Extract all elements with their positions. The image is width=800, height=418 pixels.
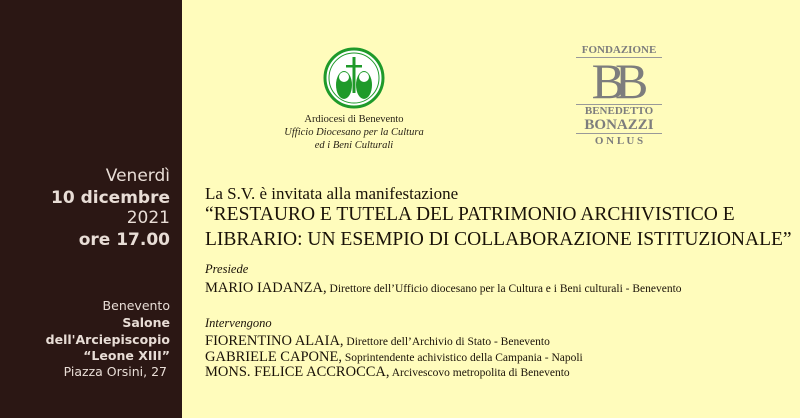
- venue-line3: “Leone XIII”: [83, 348, 170, 363]
- speaker-name: FIORENTINO ALAIA,: [205, 333, 344, 349]
- logo-bonazzi-text: BONAZZI: [584, 117, 654, 133]
- event-title-line2: LIBRARIO: UN ESEMPIO DI COLLABORAZIONE ISTITUZIONALE”: [205, 229, 792, 250]
- chair-label: Presiede: [205, 262, 249, 276]
- fondazione-bonazzi-logo: [576, 44, 662, 146]
- logo-benedetto-text: BENEDETTO: [576, 104, 662, 118]
- event-time: ore 17.00: [78, 230, 170, 250]
- diocese-seal-logo: [323, 47, 385, 109]
- venue-line2: dell'Arciepiscopio: [45, 332, 170, 347]
- speaker-role: Soprintendente achivistico della Campania - Napoli: [341, 352, 583, 364]
- speaker-name: GABRIELE CAPONE,: [205, 349, 342, 365]
- logo-fondazione-text: FONDAZIONE: [576, 44, 662, 58]
- speaker-role: Arcivescovo metropolita di Benevento: [389, 367, 570, 379]
- venue-line1: Salone: [122, 315, 170, 330]
- speakers-label: Intervengono: [205, 316, 272, 330]
- speaker-entry: [205, 363, 570, 381]
- chair-name: MARIO IADANZA,: [205, 280, 327, 296]
- chair-entry: [205, 279, 682, 297]
- chair-role: Direttore dell’Ufficio diocesano per la Cultura e i Beni culturali - Benevento: [326, 283, 682, 295]
- diocese-office-2: ed i Beni Culturali: [314, 140, 394, 151]
- speaker-name: MONS. FELICE ACCROCCA,: [205, 364, 390, 380]
- diocese-office: Ufficio Diocesano per la Cultura: [284, 127, 424, 138]
- sidebar-panel: [0, 0, 182, 418]
- speaker-role: Direttore dell’Archivio di Stato - Benevento: [343, 336, 550, 348]
- venue-address: Piazza Orsini, 27: [63, 364, 167, 379]
- event-title-line1: “RESTAURO E TUTELA DEL PATRIMONIO ARCHIVISTICO E: [205, 204, 735, 225]
- logo-onlus-text: O N L U S: [576, 133, 662, 148]
- invitation-intro: La S.V. è invitata alla manifestazione: [205, 184, 459, 203]
- event-day: Venerdì: [105, 166, 170, 186]
- diocese-name: Ardiocesi di Benevento: [304, 114, 404, 125]
- logo-bb-mark: BB: [591, 53, 639, 109]
- event-date: 10 dicembre: [51, 188, 170, 208]
- event-year: 2021: [126, 208, 170, 228]
- event-city: Benevento: [102, 298, 170, 313]
